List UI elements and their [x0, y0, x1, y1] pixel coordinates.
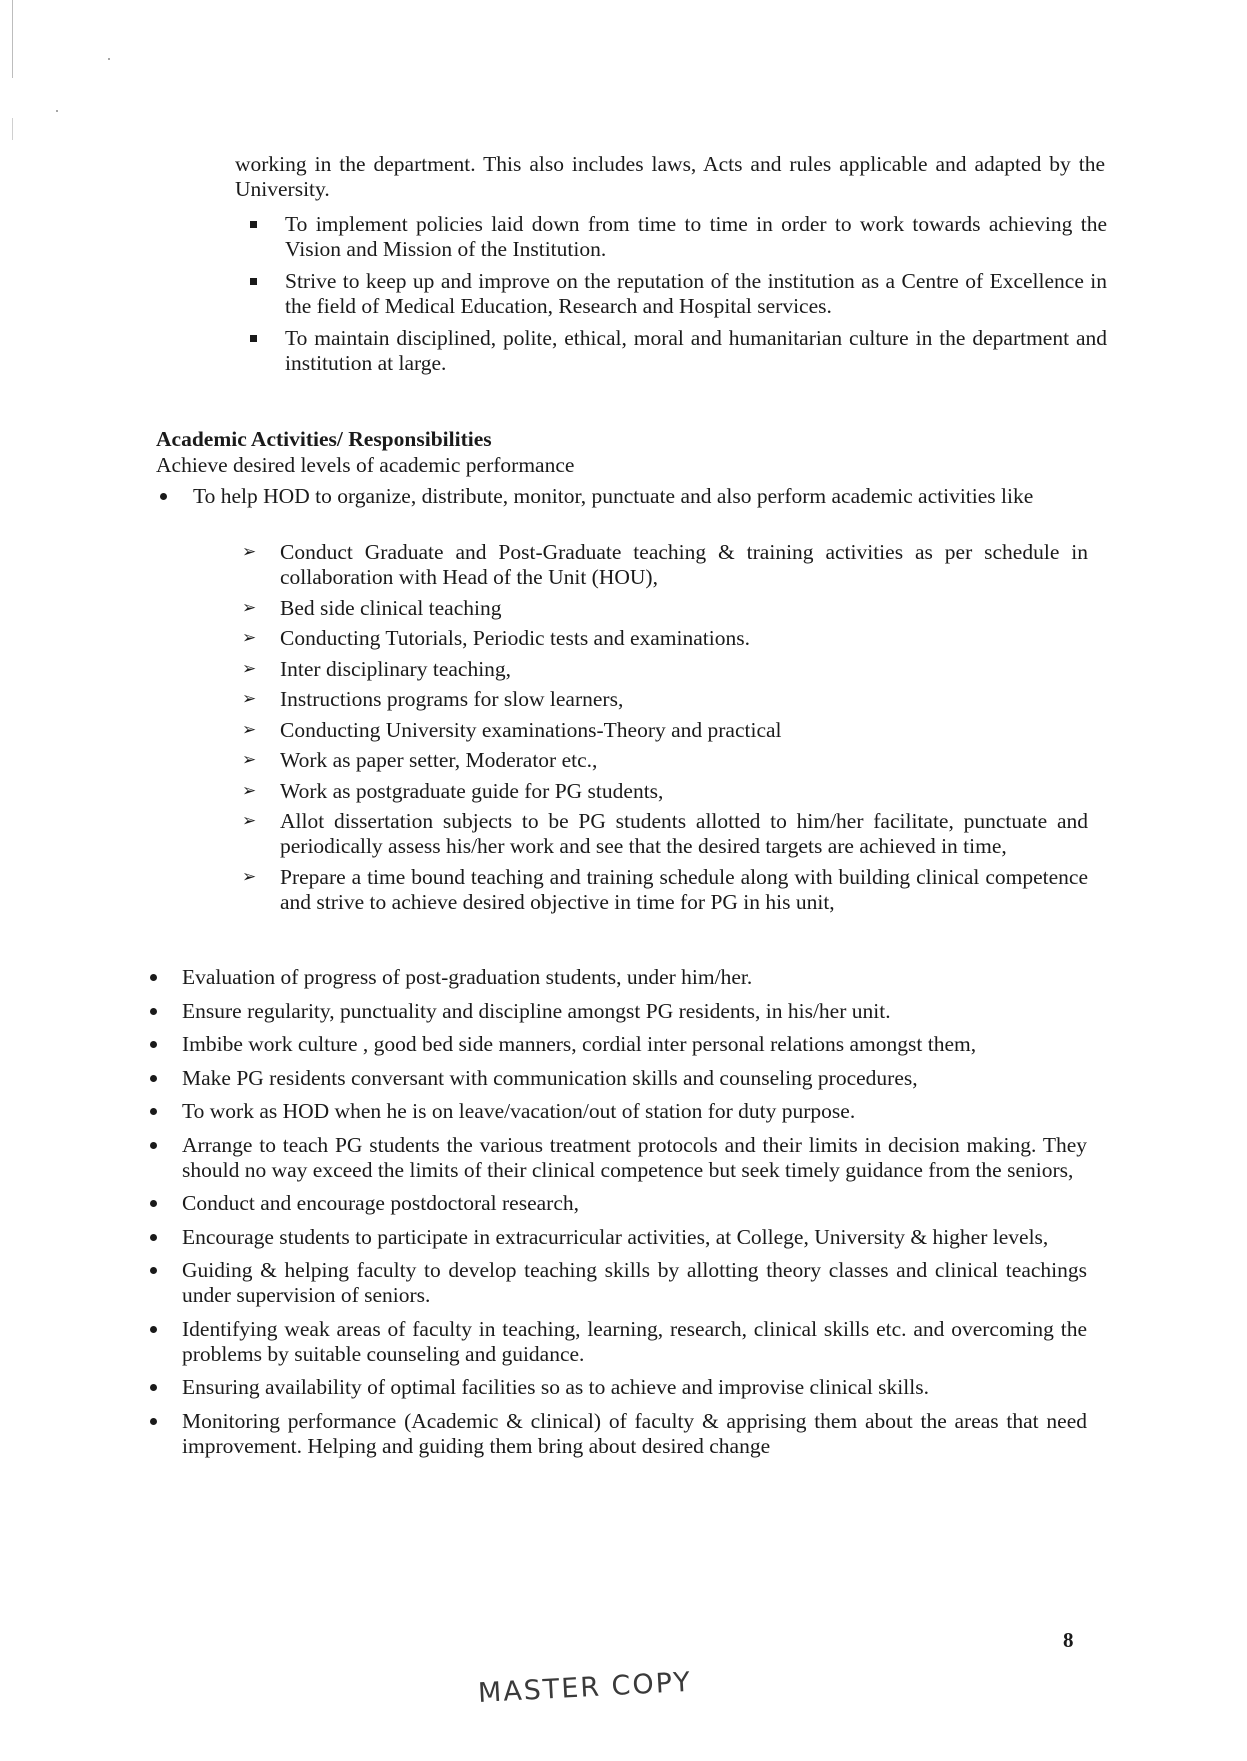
list-item-text: Ensuring availability of optimal facilities so as to achieve and improvise clinical skills. — [182, 1375, 929, 1399]
round-bullet-icon — [150, 1384, 157, 1391]
list-item-text: To implement policies laid down from time to time in order to work towards achieving the Vision and Mission of the Institution. — [285, 212, 1107, 261]
list-item — [242, 809, 1088, 859]
list-item — [242, 626, 1088, 651]
intro-paragraph: working in the department. This also includes laws, Acts and rules applicable and adapted by the University. — [235, 152, 1105, 201]
scan-speck — [56, 110, 58, 112]
arrow-bullet-icon: ➢ — [242, 866, 257, 887]
list-item — [242, 540, 1088, 590]
list-item-text: Conducting University examinations-Theory and practical — [280, 717, 782, 742]
round-bullet-icon — [150, 974, 157, 981]
list-item-text: Work as postgraduate guide for PG students, — [280, 778, 664, 803]
list-item-text: Conduct and encourage postdoctoral research, — [182, 1191, 579, 1215]
list-item-text: To maintain disciplined, polite, ethical, moral and humanitarian culture in the department and institution at large. — [285, 326, 1107, 375]
arrow-bullet-icon: ➢ — [242, 542, 257, 562]
arrow-bullet-icon: ➢ — [242, 658, 257, 679]
list-item-text: Instructions programs for slow learners, — [280, 687, 624, 711]
list-item — [182, 1133, 1087, 1183]
list-item — [182, 965, 1087, 990]
list-item — [242, 748, 1088, 773]
list-item — [182, 1066, 1087, 1091]
arrow-bullet-icon: ➢ — [242, 811, 257, 831]
round-bullet-icon — [150, 1041, 157, 1048]
master-copy-stamp: MASTER COPY — [477, 1666, 693, 1709]
list-item-text: Work as paper setter, Moderator etc., — [280, 748, 598, 772]
list-item-text: Strive to keep up and improve on the reputation of the institution as a Centre of Excellence in the field of Medical Education, Research and Hospital services. — [285, 269, 1107, 318]
help-hod-item: To help HOD to organize, distribute, monitor, punctuate and also perform academic activities like — [193, 484, 1034, 508]
list-item-text: Prepare a time bound teaching and training schedule along with building clinical competence and strive to achieve desired objective in time for PG in his unit, — [280, 864, 1088, 914]
policy-list — [285, 212, 1107, 383]
list-item — [182, 1032, 1087, 1057]
list-item — [182, 1099, 1087, 1124]
list-item-text: Bed side clinical teaching — [280, 595, 502, 620]
round-bullet-icon — [150, 1418, 157, 1425]
list-item — [285, 326, 1107, 376]
list-item — [242, 778, 1088, 804]
round-bullet-icon — [150, 1326, 157, 1333]
list-item-text: Imbibe work culture , good bed side manners, cordial inter personal relations amongst them, — [182, 1032, 977, 1056]
list-item — [182, 999, 1087, 1024]
list-item-text: Monitoring performance (Academic & clinical) of faculty & apprising them about the areas that need improvement. Helping and guiding them bring about desired change — [182, 1408, 1087, 1458]
scan-speck — [108, 58, 110, 60]
page-number: 8 — [1063, 1628, 1074, 1652]
list-item-text: Inter disciplinary teaching, — [280, 656, 512, 681]
list-item — [242, 687, 1088, 712]
round-bullet-icon — [160, 493, 167, 500]
list-item-text: Arrange to teach PG students the various treatment protocols and their limits in decision making. They should no way exceed the limits of their clinical competence but seek timely guidance from the seniors, — [182, 1132, 1087, 1182]
arrow-bullet-icon: ➢ — [242, 689, 257, 709]
square-bullet-icon — [250, 221, 257, 228]
round-bullet-icon — [150, 1267, 157, 1274]
responsibility-list — [182, 965, 1087, 1467]
list-item-text: Encourage students to participate in extracurricular activities, at College, University & higher levels, — [182, 1224, 1049, 1249]
list-item-text: To work as HOD when he is on leave/vacation/out of station for duty purpose. — [182, 1099, 856, 1123]
round-bullet-icon — [150, 1142, 157, 1149]
list-item — [285, 212, 1107, 262]
round-bullet-icon — [150, 1234, 157, 1241]
list-item — [242, 595, 1088, 621]
list-item — [285, 269, 1107, 319]
list-item-text: Identifying weak areas of faculty in teaching, learning, research, clinical skills etc. and overcoming the problems by suitable counseling and guidance. — [182, 1316, 1087, 1366]
section-heading: Academic Activities/ Responsibilities — [156, 427, 492, 451]
list-item-text: Make PG residents conversant with communication skills and counseling procedures, — [182, 1065, 918, 1090]
round-bullet-icon — [150, 1075, 157, 1082]
activity-list — [242, 540, 1088, 920]
list-item-text: Allot dissertation subjects to be PG students allotted to him/her facilitate, punctuate and periodically assess his/her work and see that the desired targets are achieved in time, — [280, 809, 1088, 858]
arrow-bullet-icon: ➢ — [242, 719, 257, 740]
arrow-bullet-icon: ➢ — [242, 597, 257, 618]
list-item-text: Evaluation of progress of post-graduation students, under him/her. — [182, 965, 753, 989]
square-bullet-icon — [250, 335, 257, 342]
list-item — [182, 1317, 1087, 1367]
square-bullet-icon — [250, 278, 257, 285]
list-item — [242, 656, 1088, 682]
list-item — [242, 717, 1088, 743]
round-bullet-icon — [150, 1008, 157, 1015]
list-item-text: Guiding & helping faculty to develop teaching skills by allotting theory classes and clinical teachings under supervision of seniors. — [182, 1258, 1087, 1307]
list-item — [242, 864, 1088, 915]
list-item-text: Ensure regularity, punctuality and discipline amongst PG residents, in his/her unit. — [182, 998, 891, 1023]
arrow-bullet-icon: ➢ — [242, 780, 257, 801]
section-subheading: Achieve desired levels of academic performance — [156, 453, 575, 477]
list-item — [182, 1258, 1087, 1308]
arrow-bullet-icon: ➢ — [242, 628, 257, 648]
list-item — [182, 1225, 1087, 1250]
list-item-text: Conduct Graduate and Post-Graduate teaching & training activities as per schedule in collaboration with Head of the Unit (HOU), — [280, 540, 1088, 589]
round-bullet-icon — [150, 1200, 157, 1207]
list-item — [182, 1191, 1087, 1216]
list-item — [182, 1409, 1087, 1459]
list-item-text: Conducting Tutorials, Periodic tests and examinations. — [280, 626, 750, 650]
scan-edge-line — [12, 0, 13, 78]
round-bullet-icon — [150, 1108, 157, 1115]
arrow-bullet-icon: ➢ — [242, 750, 257, 770]
list-item — [182, 1375, 1087, 1400]
scan-edge-line — [12, 118, 13, 140]
